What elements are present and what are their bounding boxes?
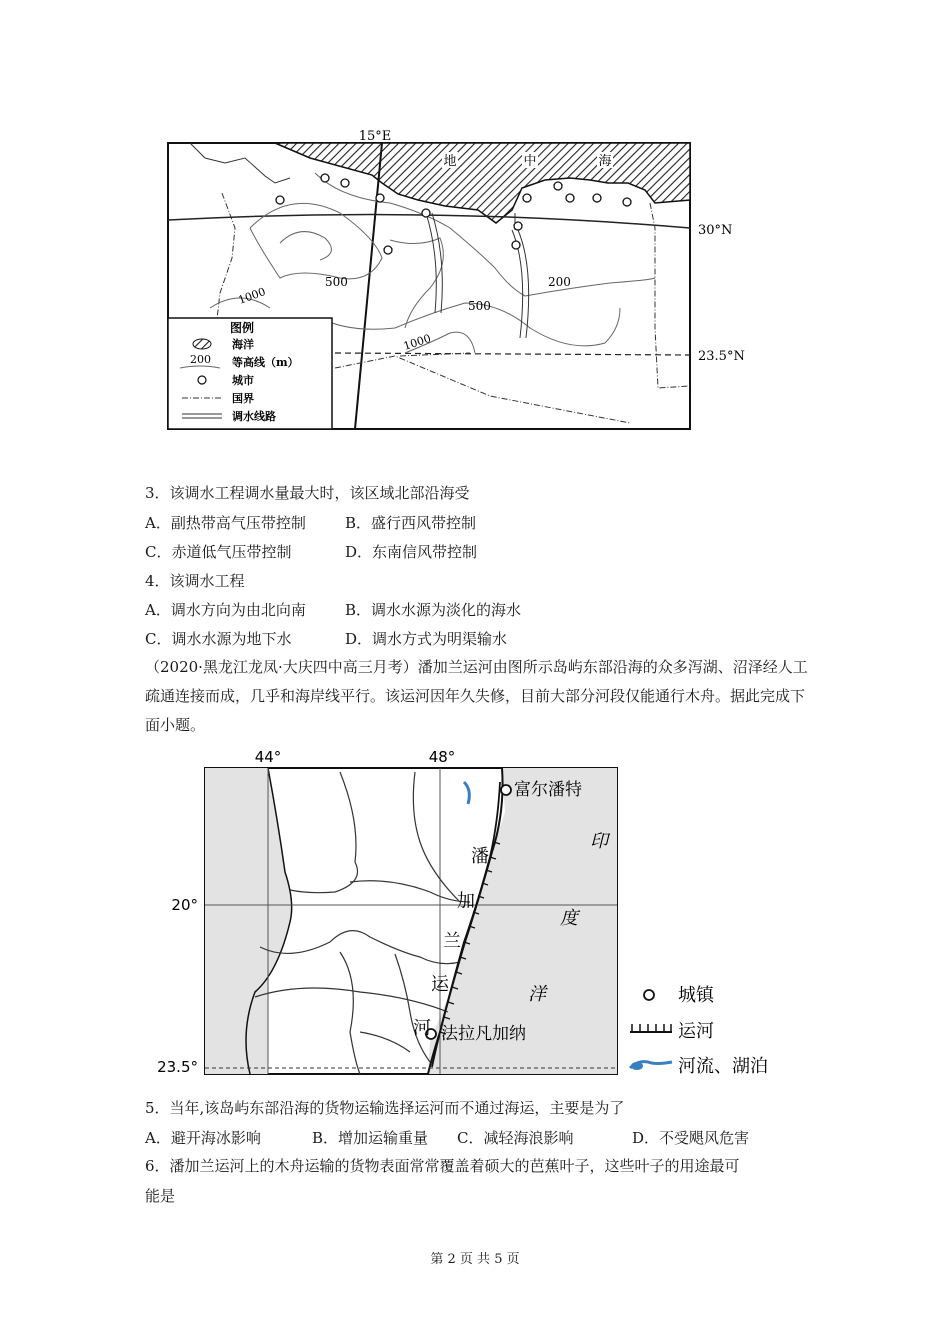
ocean-name-3: 洋 <box>528 984 546 1005</box>
canal-name-2: 加 <box>457 891 475 912</box>
legend-contour: 等高线（m） <box>232 356 299 369</box>
sea-label-1: 地 <box>443 154 457 169</box>
sea-label-2: 中 <box>523 154 537 169</box>
canal-name-1: 潘 <box>471 846 489 867</box>
legend-border: 国界 <box>232 392 254 405</box>
q5-stem: 5．当年,该岛屿东部沿海的货物运输选择运河而不通过海运，主要是为了 <box>145 1099 625 1117</box>
q3-option-a: A．副热带高气压带控制 <box>145 514 306 532</box>
passage-pangalanes: （2020·黑龙江龙凤·大庆四中高三月考）潘加兰运河由图所示岛屿东部沿海的众多泻湖、沼泽经人工疏通连接而成，几乎和海岸线平行。该运河因年久失修，目前大部分河段仅能通行木舟。据此完成下面小题。 <box>145 658 808 734</box>
legend-sea: 海洋 <box>232 338 254 351</box>
contour-label-1000-w: 1000 <box>236 285 268 307</box>
q3-option-b: B．盛行西风带控制 <box>345 514 477 532</box>
q4-option-b: B．调水水源为淡化的海水 <box>345 601 522 619</box>
lon-48-label: 48° <box>428 748 456 766</box>
page-footer: 第 2 页 共 5 页 <box>430 1252 520 1267</box>
contour-label-1000-s: 1000 <box>401 331 433 353</box>
lat-30n-label: 30°N <box>698 223 733 238</box>
q5-option-a: A．避开海冰影响 <box>145 1129 261 1147</box>
legend-title: 图例 <box>230 321 255 335</box>
q3-stem: 3．该调水工程调水量最大时，该区域北部沿海受 <box>145 484 470 502</box>
contour-label-500-w: 500 <box>325 275 348 289</box>
lat-23-label: 23.5° <box>157 1058 198 1076</box>
q6-stem-line2: 能是 <box>145 1187 176 1205</box>
q4-option-d: D．调水方式为明渠输水 <box>345 630 508 648</box>
canal-name-5: 河 <box>413 1018 431 1039</box>
lat-20-label: 20° <box>171 896 198 914</box>
lon-15e-label: 15°E <box>358 129 392 144</box>
legend-town: 城镇 <box>678 985 714 1006</box>
q5-option-c: C．减轻海浪影响 <box>457 1129 574 1147</box>
canal-name-3: 兰 <box>443 931 461 952</box>
ocean-name-1: 印 <box>590 831 608 852</box>
legend-route: 调水线路 <box>232 410 276 423</box>
q5-option-d: D．不受飓风危害 <box>632 1129 750 1147</box>
map-pangalanes-canal <box>157 742 810 1080</box>
map-water-diversion <box>150 128 745 438</box>
legend-canal: 运河 <box>678 1021 714 1042</box>
sea-label-3: 海 <box>598 154 612 169</box>
lon-44-label: 44° <box>254 748 282 766</box>
legend-river: 河流、湖泊 <box>678 1056 768 1077</box>
contour-label-500-e: 500 <box>468 299 491 313</box>
q3-option-d: D．东南信风带控制 <box>345 543 478 561</box>
q4-option-c: C．调水水源为地下水 <box>145 630 292 648</box>
legend-city: 城市 <box>232 374 254 387</box>
q3-option-c: C．赤道低气压带控制 <box>145 543 292 561</box>
q5-option-b: B．增加运输重量 <box>312 1129 429 1147</box>
q4-stem: 4．该调水工程 <box>145 572 245 590</box>
legend-contour-value: 200 <box>190 353 211 366</box>
lat-23n-label: 23.5°N <box>698 349 745 364</box>
city-farafangana: 法拉凡加纳 <box>441 1024 526 1044</box>
canal-name-4: 运 <box>431 974 449 995</box>
ocean-name-2: 度 <box>560 908 578 929</box>
q6-stem-line1: 6．潘加兰运河上的木舟运输的货物表面常常覆盖着硕大的芭蕉叶子，这些叶子的用途最可 <box>145 1157 740 1175</box>
city-fenerive: 富尔潘特 <box>514 780 582 800</box>
contour-label-200: 200 <box>548 275 571 289</box>
q4-option-a: A．调水方向为由北向南 <box>145 601 306 619</box>
